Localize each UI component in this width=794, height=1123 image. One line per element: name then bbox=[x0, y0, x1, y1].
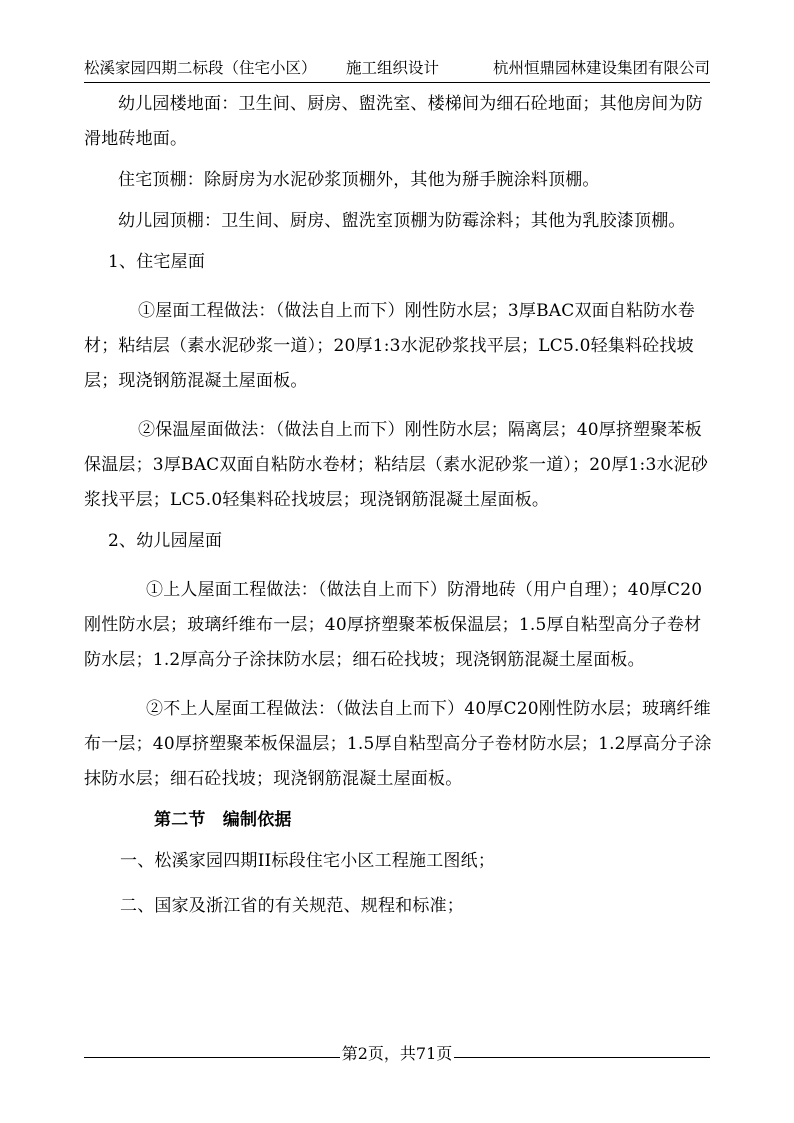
document-body bbox=[84, 87, 712, 924]
heading-kindergarten-roof: 2、幼儿园屋面 bbox=[108, 531, 223, 551]
paragraph-non-accessible-roof-method: ②不上人屋面工程做法：（做法自上而下）40厚C20刚性防水层；玻璃纤维布一层；40厚挤塑聚苯板保温层；1.5厚自粘型高分子卷材防水层；1.2厚高分子涂抹防水层；细石砼找坡；现浇钢筋混凝土屋面板。 bbox=[84, 699, 712, 789]
header-document-title: 施工组织设计 bbox=[346, 59, 440, 77]
section-title: 第二节 编制依据 bbox=[154, 810, 292, 830]
paragraph-roof-method-1: ①屋面工程做法：（做法自上而下）刚性防水层；3厚BAC双面自粘防水卷材；粘结层（素水泥砂浆一道）；20厚1:3水泥砂浆找平层；LC5.0轻集料砼找坡层；现浇钢筋混凝土屋面板。 bbox=[84, 301, 695, 391]
list-item-drawings: 一、松溪家园四期II标段住宅小区工程施工图纸； bbox=[120, 851, 496, 871]
heading-residential-roof: 1、住宅屋面 bbox=[108, 252, 206, 272]
paragraph-kindergarten-ceiling: 幼儿园顶棚：卫生间、厨房、盥洗室顶棚为防霉涂料；其他为乳胶漆顶棚。 bbox=[118, 211, 686, 231]
paragraph-residential-ceiling: 住宅顶棚：除厨房为水泥砂浆顶棚外，其他为掰手腕涂料顶棚。 bbox=[118, 170, 600, 190]
page-footer bbox=[84, 1040, 710, 1064]
paragraph-insulated-roof-method: ②保温屋面做法：（做法自上而下）刚性防水层；隔离层；40厚挤塑聚苯板保温层；3厚BAC双面自粘防水卷材；粘结层（素水泥砂浆一道）；20厚1:3水泥砂浆找平层；LC5.0轻集料砼找坡层；现浇钢筋混凝土屋面板。 bbox=[84, 420, 709, 510]
paragraph-kindergarten-floor: 幼儿园楼地面：卫生间、厨房、盥洗室、楼梯间为细石砼地面；其他房间为防滑地砖地面。 bbox=[84, 94, 703, 149]
page-number: 第2页，共71页 bbox=[341, 1043, 453, 1063]
header-company-name: 杭州恒鼎园林建设集团有限公司 bbox=[492, 59, 710, 77]
footer-left-rule bbox=[84, 1057, 340, 1058]
footer-right-rule bbox=[454, 1057, 710, 1058]
page-header bbox=[84, 58, 710, 83]
header-project-name: 松溪家园四期二标段（住宅小区） bbox=[84, 59, 317, 77]
list-item-standards: 二、国家及浙江省的有关规范、规程和标准； bbox=[120, 896, 464, 916]
paragraph-accessible-roof-method: ①上人屋面工程做法：（做法自上而下）防滑地砖（用户自理）；40厚C20刚性防水层；玻璃纤维布一层；40厚挤塑聚苯板保温层；1.5厚自粘型高分子卷材防水层；1.2厚高分子涂抹防水层；细石砼找坡；现浇钢筋混凝土屋面板。 bbox=[84, 580, 703, 670]
